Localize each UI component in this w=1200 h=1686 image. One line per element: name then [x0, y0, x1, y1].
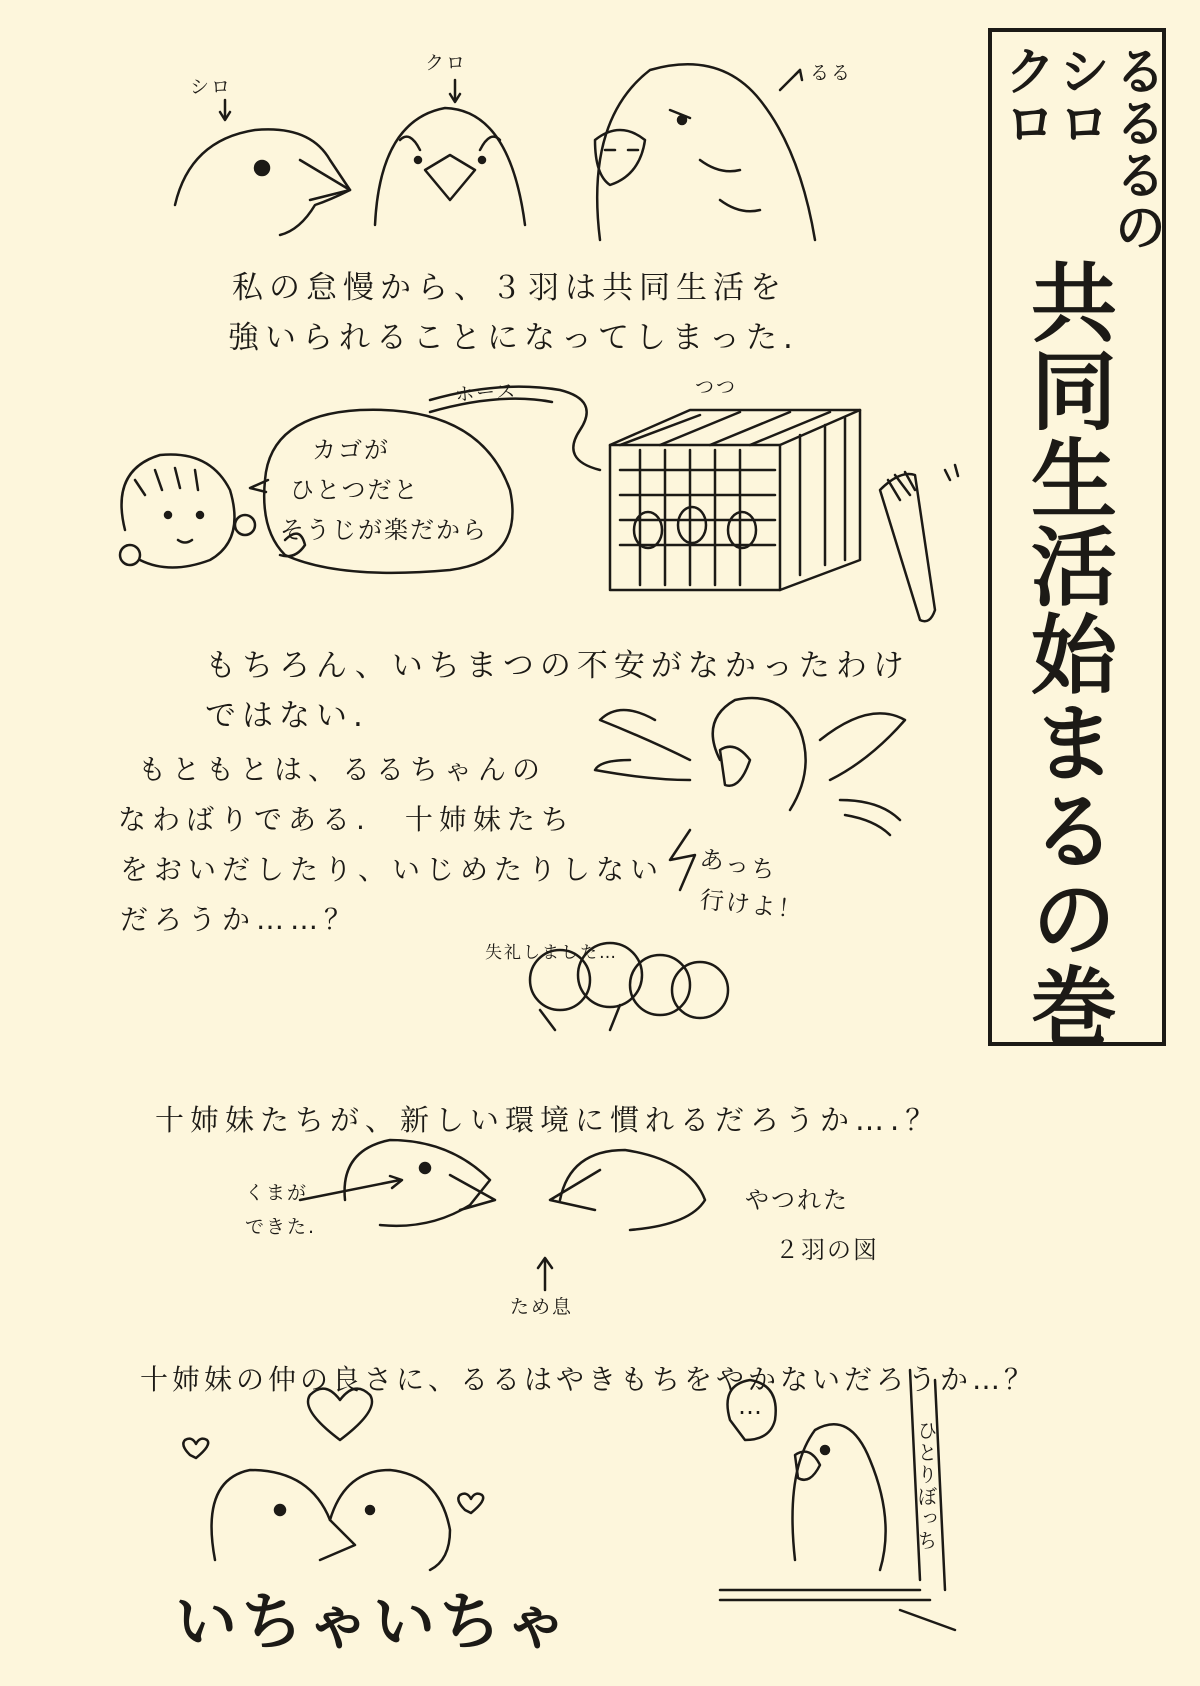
title-shiro: シロ — [1049, 44, 1109, 148]
label-hitoribocchi: ひとりぼっち — [914, 1420, 938, 1552]
shiro-bird-drawing — [175, 100, 350, 235]
brush-drawing — [880, 465, 958, 621]
label-hose: ホース — [454, 379, 518, 407]
tired-finches-drawing — [300, 1140, 705, 1290]
speech-line-3: そうじが楽だから — [280, 516, 488, 544]
lovebirds-drawing — [183, 1389, 483, 1570]
label-ikeyo: 行けよ！ — [698, 885, 805, 925]
label-kuro: クロ — [425, 52, 468, 74]
label-shiro: シロ — [190, 76, 233, 98]
kuro-bird-drawing — [375, 80, 525, 225]
paragraph-3-line-2: なわばりである. 十姉妹たち — [118, 803, 575, 836]
paragraph-4: 十姉妹たちが、新しい環境に慣れるだろうか….？ — [155, 1103, 941, 1137]
title-ruru: るるるの — [1105, 44, 1165, 252]
cage-drawing — [430, 387, 860, 590]
label-ichaicha: いちゃいちゃ — [175, 1585, 572, 1658]
label-shitsurei: 失礼しました… — [485, 943, 618, 963]
title-kuro: クロ — [995, 44, 1055, 148]
paragraph-1-line-1: 私の怠慢から、３羽は共同生活を — [232, 270, 787, 306]
label-tsu: つつ — [695, 376, 738, 398]
paragraph-3-line-3: をおいだしたり、いじめたりしない — [120, 853, 665, 886]
label-acchi: あっち — [697, 844, 780, 886]
paragraph-3-line-4: だろうか……？ — [120, 903, 359, 936]
label-tameiki: ため息 — [510, 1296, 574, 1318]
paragraph-2-line-1: もちろん、いちまつの不安がなかったわけ — [205, 648, 910, 684]
paragraph-5: 十姉妹の仲の良さに、るるはやきもちをやかないだろうか…？ — [140, 1363, 1037, 1396]
label-kuma-2: できた. — [245, 1216, 317, 1238]
label-yatsureta-2: ２羽の図 — [775, 1236, 879, 1264]
paragraph-3-line-1: もともとは、るるちゃんの — [138, 753, 547, 786]
speech-line-1: カゴが — [312, 436, 390, 464]
author-face-drawing — [120, 454, 305, 567]
label-dots: … — [738, 1392, 764, 1420]
speech-line-2: ひとつだと — [290, 476, 420, 504]
ruru-budgie-drawing — [595, 64, 815, 240]
page-title: 共同生活始まるの巻 — [1016, 258, 1116, 1050]
label-yatsureta-1: やつれた — [745, 1186, 849, 1214]
label-ruru: るる — [810, 62, 853, 84]
label-kuma-1: くまが — [245, 1182, 309, 1204]
paragraph-1-line-2: 強いられることになってしまった. — [228, 320, 799, 356]
paragraph-2-line-2: ではない. — [205, 698, 369, 734]
